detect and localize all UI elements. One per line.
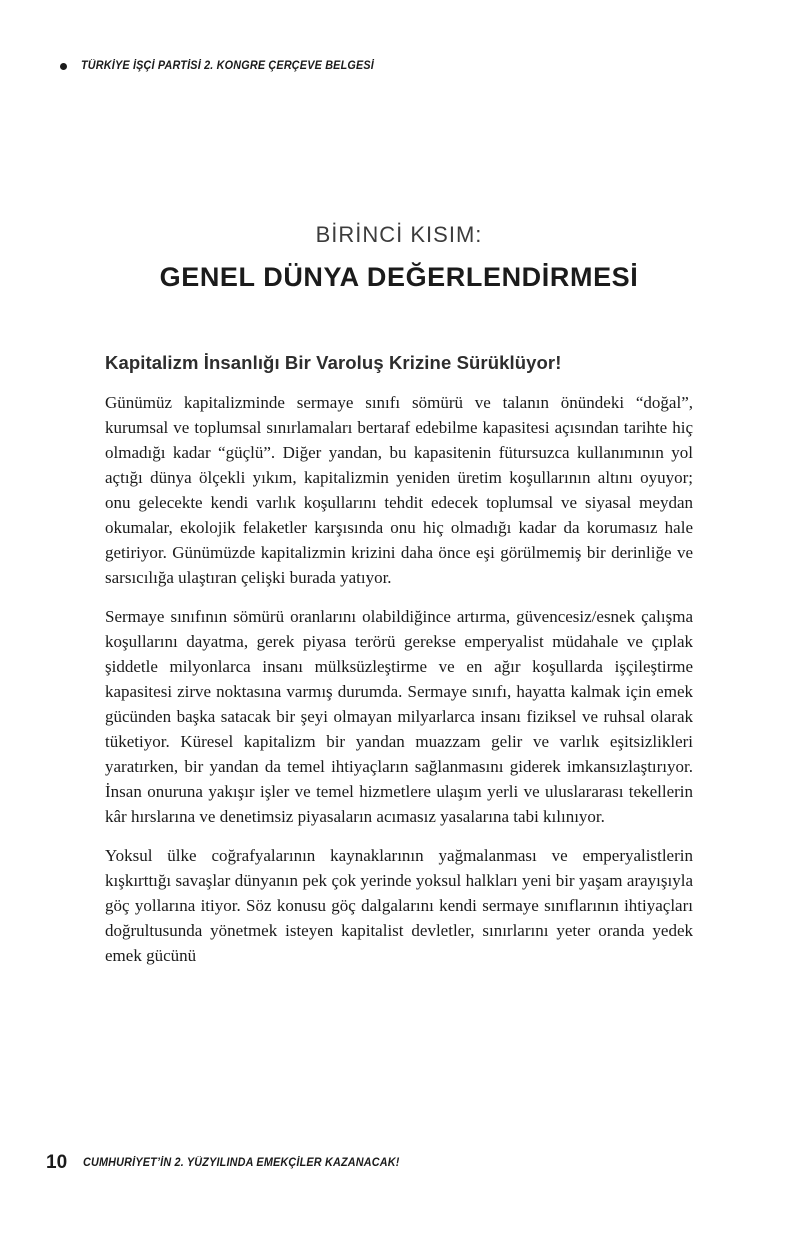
title-block	[0, 222, 798, 293]
footer-slogan: CUMHURİYET’İN 2. YÜZYILINDA EMEKÇİLER KAZANACAK!	[83, 1157, 400, 1169]
subsection-heading: Kapitalizm İnsanlığı Bir Varoluş Krizine Sürüklüyor!	[105, 352, 562, 373]
body-content	[105, 352, 693, 982]
paragraph: Günümüz kapitalizminde sermaye sınıfı sömürü ve talanın önündeki “doğal”, kurumsal ve toplumsal sınırlamaları bertaraf edebilme kapasitesi açısından tarihte hiç olmadığı kadar “güçlü”. Diğer yandan, bu kapasitenin fütursuzca kullanımının yol açtığı dünya ölçekli yıkım, kapitalizmin yeniden üretim koşullarının altını oyuyor; onu gelecekte kendi varlık koşullarını tehdit edecek toplumsal ve siyasal meydan okumalar, ekolojik felaketler karşısında onu hiç olmadığı kadar da korumasız hale getiriyor. Günümüzde kapitalizmin krizini daha önce eşi görülmemiş bir derinliğe ve sarsıcılığa ulaştıran çelişki burada yatıyor.	[105, 393, 693, 587]
section-title: GENEL DÜNYA DEĞERLENDİRMESİ	[159, 262, 639, 292]
running-header-text: TÜRKİYE İŞÇİ PARTİSİ 2. KONGRE ÇERÇEVE BELGESİ	[81, 60, 374, 72]
paragraph: Sermaye sınıfının sömürü oranlarını olabildiğince artırma, güvencesiz/esnek çalışma koşullarını dayatma, gerek piyasa terörü gerekse emperyalist müdahale ve çıplak şiddetle milyonlarca insanı mülksüzleştirme ve en ağır koşullarda işçileştirme kapasitesi zirve noktasına varmış durumda. Sermaye sınıfı, hayatta kalmak için emek gücünden başka satacak bir şeyi olmayan milyarlarca insanı fiziksel ve ruhsal olarak tüketiyor. Küresel kapitalizm bir yandan muazzam gelir ve varlık eşitsizlikleri yaratırken, bir yandan da temel ihtiyaçların sağlanmasını giderek imkansızlaştırıyor. İnsan onuruna yakışır işler ve temel hizmetlere ulaşım yerli ve uluslararası tekellerin kâr hırslarına ve denetimsiz piyasaların acımasız yasalarına tabi kılınıyor.	[105, 607, 693, 826]
page-footer	[46, 1152, 420, 1174]
page-number: 10	[46, 1152, 68, 1173]
header-bullet-icon	[60, 63, 67, 70]
section-kicker: BİRİNCİ KISIM:	[315, 222, 483, 247]
running-header	[60, 60, 738, 72]
paragraph: Yoksul ülke coğrafyalarının kaynaklarının yağmalanması ve emperyalistlerin kışkırttığı savaşlar dünyanın pek çok yerinde yoksul halkları yeni bir yaşam arayışıyla göç yollarına itiyor. Söz konusu göç dalgalarını kendi sermaye sınıflarının ihtiyaçları doğrultusunda yönetmek isteyen kapitalist devletler, sınırlarını yeter oranda yedek emek gücünü	[105, 846, 693, 965]
